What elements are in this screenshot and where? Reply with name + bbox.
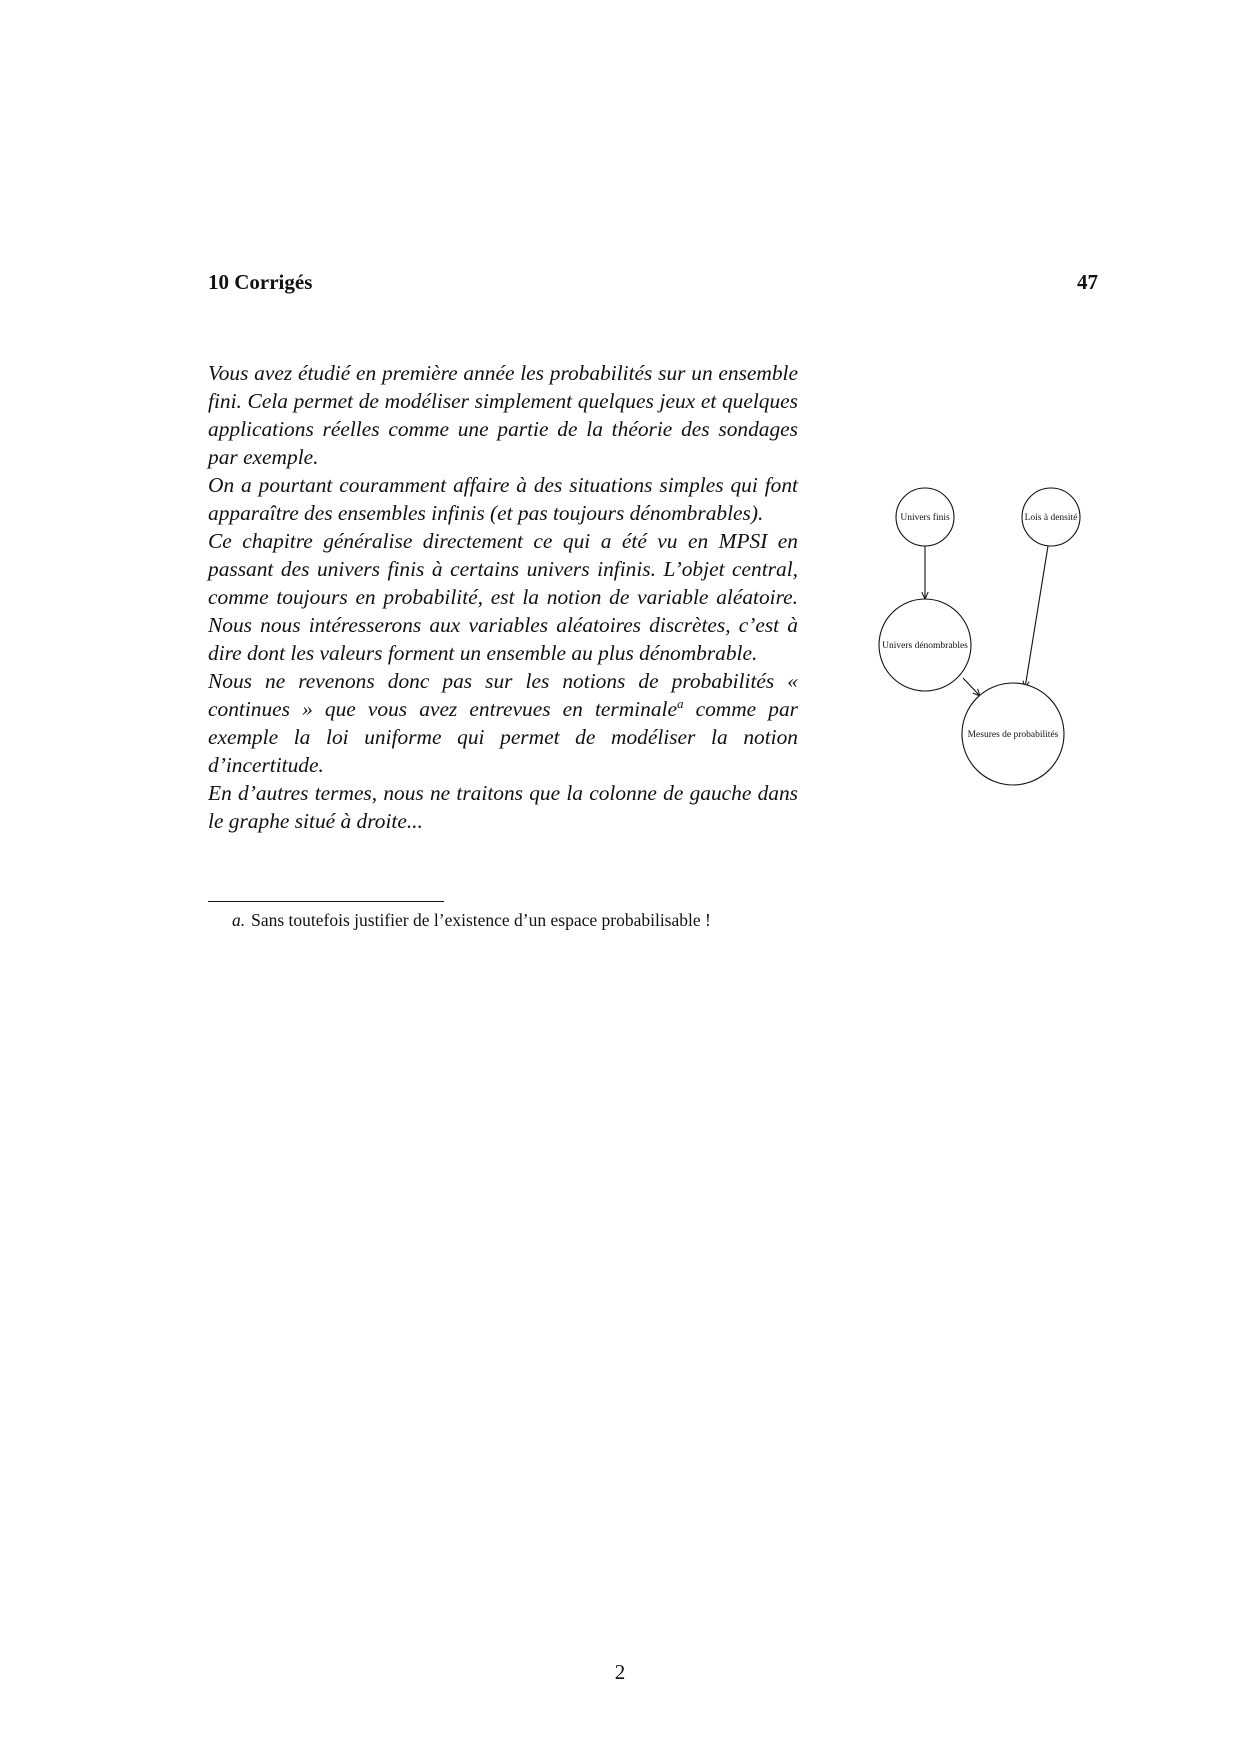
section-heading: 10 Corrigés [208, 270, 313, 294]
edge-densite-to-mesures [1025, 546, 1048, 688]
paragraph-1: Vous avez étudié en première année les probabilités sur un ensemble fini. Cela permet de modéliser simplement quelques jeux et quelques applications réelles comme une partie de la théorie des sondages par exemple. [208, 361, 798, 469]
edge-denombrables-to-mesures [963, 678, 980, 696]
page-number: 2 [614, 1660, 626, 1684]
footnote [232, 909, 711, 931]
paragraph-2: On a pourtant couramment affaire à des situations simples qui font apparaître des ensembles infinis (et pas toujours dénombrables). [208, 473, 798, 525]
running-page-number: 47 [1077, 270, 1098, 294]
probability-graph [860, 470, 1100, 800]
footnote-mark: a. [232, 910, 246, 930]
footnote-text: Sans toutefois justifier de l’existence d’un espace probabilisable ! [251, 910, 711, 930]
footnote-reference[interactable]: a [676, 695, 684, 711]
footnote-rule [208, 901, 444, 902]
paragraph-4 [208, 667, 798, 779]
label-mesures-probabilites: Mesures de probabilités [967, 730, 1059, 740]
paragraph-4-text-end: comme par exemple la loi uniforme qui permet de modéliser la notion d’incertitude. [208, 697, 799, 777]
label-univers-finis: Univers finis [900, 513, 950, 523]
label-univers-denombrables: Univers dénombrables [882, 641, 968, 651]
paragraph-5: En d’autres termes, nous ne traitons que la colonne de gauche dans le graphe situé à droite... [208, 781, 798, 833]
label-lois-densite: Lois à densité [1024, 513, 1078, 523]
paragraph-4-text-start: Nous ne revenons donc pas sur les notions de probabilités « continues » que vous avez entrevues en terminale [208, 669, 798, 721]
body-text [208, 359, 798, 835]
paragraph-3: Ce chapitre généralise directement ce qui a été vu en MPSI en passant des univers finis à certains univers infinis. L’objet central, comme toujours en probabilité, est la notion de variable aléatoire. Nous nous intéresserons aux variables aléatoires discrètes, c’est à dire dont les valeurs forment un ensemble au plus dénombrable. [208, 529, 798, 665]
